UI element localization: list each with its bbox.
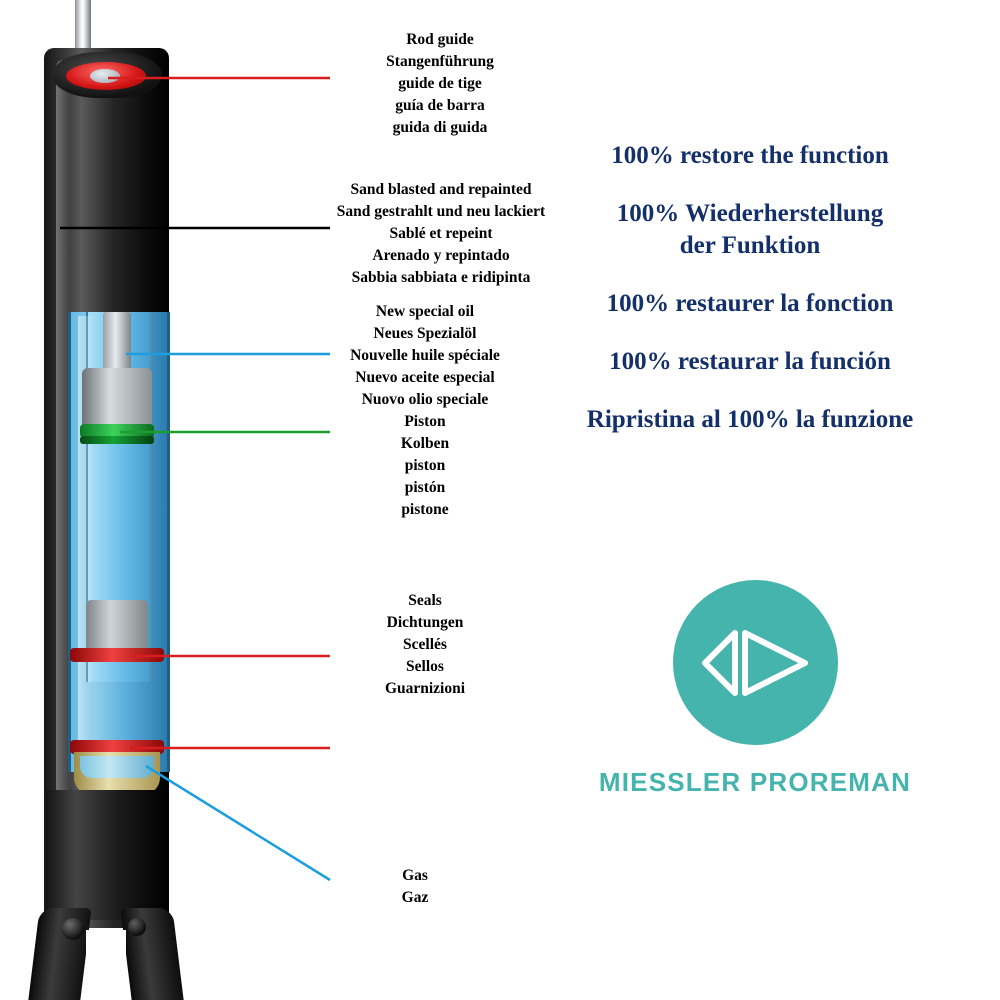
callout-rod-guide <box>340 29 540 139</box>
slogan-es: 100% restaurar la función <box>609 348 891 375</box>
callout-gas <box>340 865 490 909</box>
callout-line: Gaz <box>401 889 429 906</box>
callout-line: piston <box>404 457 446 474</box>
lower-body <box>46 790 166 920</box>
valve-assembly <box>86 600 148 652</box>
callout-line: Nouvelle huile spéciale <box>350 347 500 364</box>
callout-line: Rod guide <box>406 31 474 48</box>
callout-line: Sablé et repeint <box>389 225 493 242</box>
mounting-bolt-lower <box>128 918 146 936</box>
callout-line: Sellos <box>406 658 444 675</box>
seal-upper <box>70 648 164 662</box>
callout-line: Stangenführung <box>386 53 494 70</box>
slogan-fr: 100% restaurer la fonction <box>606 290 894 317</box>
callout-line: guía de barra <box>395 97 485 114</box>
callout-line: pistón <box>404 479 446 496</box>
callout-line: Kolben <box>400 435 450 452</box>
slogan-en: 100% restore the function <box>611 142 889 169</box>
internal-piston-rod <box>103 312 131 372</box>
brand-name: MIESSLER PROREMAN <box>598 767 912 797</box>
callout-line: Nuovo olio speciale <box>361 391 489 408</box>
callout-line: Scellés <box>403 636 447 653</box>
brand-block <box>595 580 915 798</box>
callout-line: Guarnizioni <box>384 680 466 697</box>
brand-logo-circle <box>673 580 838 745</box>
callout-line: guida di guida <box>392 119 488 136</box>
callout-piston <box>340 411 510 521</box>
callout-line: pistone <box>401 501 449 518</box>
piston-head <box>82 368 152 428</box>
callout-line: New special oil <box>375 303 475 320</box>
callout-line: Sabbia sabbiata e ridipinta <box>351 269 531 286</box>
callout-line: Seals <box>408 592 442 609</box>
mounting-bolt-upper <box>62 918 84 940</box>
callout-line: Neues Spezialöl <box>373 325 477 342</box>
callout-new-special-oil <box>325 301 525 411</box>
slogan-block <box>520 140 980 462</box>
rod-guide-seal <box>66 62 146 90</box>
gas-chamber-fluid <box>80 756 154 778</box>
arrow-diamond-icon <box>701 624 811 702</box>
slogan-de-line2: der Funktion <box>679 232 821 259</box>
slogan-de-line1: 100% Wiederherstellung <box>616 200 884 227</box>
callout-line: guide de tige <box>398 75 482 92</box>
callout-line: Sand gestrahlt und neu lackiert <box>336 203 546 220</box>
callout-line: Dichtungen <box>386 614 464 631</box>
slogan-it: Ripristina al 100% la funzione <box>586 406 914 433</box>
callout-line: Arenado y repintado <box>372 247 510 264</box>
callout-line: Sand blasted and repainted <box>350 181 532 198</box>
piston-band-lower <box>80 436 154 444</box>
fork-gap <box>86 930 126 1000</box>
shock-absorber-illustration <box>0 0 330 1000</box>
callout-line: Nuevo aceite especial <box>355 369 495 386</box>
callout-line: Gas <box>402 867 428 884</box>
callout-seals <box>340 590 510 700</box>
fork-leg-left <box>28 908 91 1000</box>
callout-line: Piston <box>404 413 446 430</box>
